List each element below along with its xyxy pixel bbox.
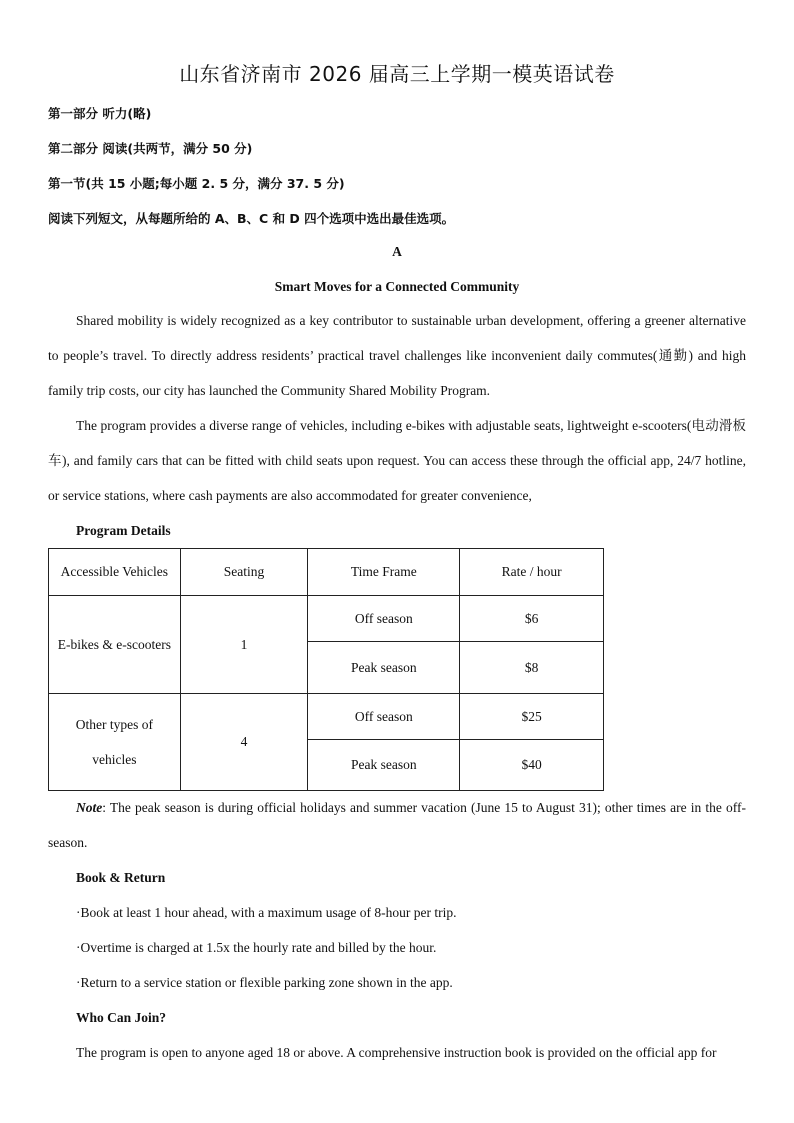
seating-cell: 4 bbox=[180, 694, 308, 791]
rate-cell: $40 bbox=[460, 740, 604, 791]
time-frame-cell: Peak season bbox=[308, 740, 460, 791]
table-row bbox=[49, 694, 604, 740]
program-details-table bbox=[48, 548, 604, 791]
time-frame-cell: Off season bbox=[308, 694, 460, 740]
vehicle-cell bbox=[49, 596, 181, 694]
section-one-heading: 第一节(共 15 小题;每小题 2. 5 分，满分 37. 5 分) bbox=[48, 176, 345, 191]
table-header-cell: Seating bbox=[180, 549, 308, 596]
rate-cell: $8 bbox=[460, 642, 604, 694]
seating-cell: 1 bbox=[180, 596, 308, 694]
book-return-item: ·Overtime is charged at 1.5x the hourly rate and billed by the hour. bbox=[76, 940, 437, 955]
instruction-text: 阅读下列短文，从每题所给的 A、B、C 和 D 四个选项中选出最佳选项。 bbox=[48, 211, 455, 226]
book-return-item: ·Return to a service station or flexible parking zone shown in the app. bbox=[76, 975, 453, 990]
vehicle-cell bbox=[49, 694, 181, 791]
part-two-heading: 第二部分 阅读(共两节，满分 50 分) bbox=[48, 141, 253, 156]
time-frame-cell: Peak season bbox=[308, 642, 460, 694]
who-can-join-paragraph: The program is open to anyone aged 18 or above. A comprehensive instruction book is provided on the official app for bbox=[76, 1045, 717, 1060]
table-header-row bbox=[49, 549, 604, 596]
vehicle-label: Other types of vehicles bbox=[75, 717, 153, 767]
table-header-cell: Accessible Vehicles bbox=[49, 549, 181, 596]
part-one-heading: 第一部分 听力(略) bbox=[48, 106, 152, 121]
rate-cell: $25 bbox=[460, 694, 604, 740]
book-return-item: ·Book at least 1 hour ahead, with a maximum usage of 8-hour per trip. bbox=[76, 905, 457, 920]
book-return-heading: Book & Return bbox=[76, 870, 166, 885]
program-details-heading: Program Details bbox=[76, 523, 171, 538]
rate-cell: $6 bbox=[460, 596, 604, 642]
passage-letter: A bbox=[392, 244, 402, 259]
vehicle-label: E-bikes & e-scooters bbox=[57, 637, 171, 652]
time-frame-cell: Off season bbox=[308, 596, 460, 642]
table-row bbox=[49, 596, 604, 642]
note-paragraph bbox=[48, 790, 746, 860]
note-label: Note bbox=[76, 800, 103, 815]
table-header-cell: Rate / hour bbox=[460, 549, 604, 596]
paragraph-vehicles: The program provides a diverse range of vehicles, including e-bikes with adjustable seats, lightweight e-scooters(电动滑板车), and family cars that can be fitted with child seats upon request. You can access these through the official app, 24/7 hotline, or service stations, where cash payments are also accommodated for greater convenience, bbox=[48, 418, 746, 503]
exam-title: 山东省济南市 2026 届高三上学期一模英语试卷 bbox=[179, 62, 615, 86]
paragraph-intro: Shared mobility is widely recognized as a key contributor to sustainable urban development, offering a greener alternative to people’s travel. To directly address residents’ practical travel challenges like inconvenient daily commutes(通勤) and high family trip costs, our city has launched the Community Shared Mobility Program. bbox=[48, 313, 746, 398]
note-text: : The peak season is during official holidays and summer vacation (June 15 to August 31); other times are in the off-season. bbox=[48, 800, 746, 850]
who-can-join-heading: Who Can Join? bbox=[76, 1010, 167, 1025]
passage-title: Smart Moves for a Connected Community bbox=[274, 279, 520, 294]
table-header-cell: Time Frame bbox=[308, 549, 460, 596]
